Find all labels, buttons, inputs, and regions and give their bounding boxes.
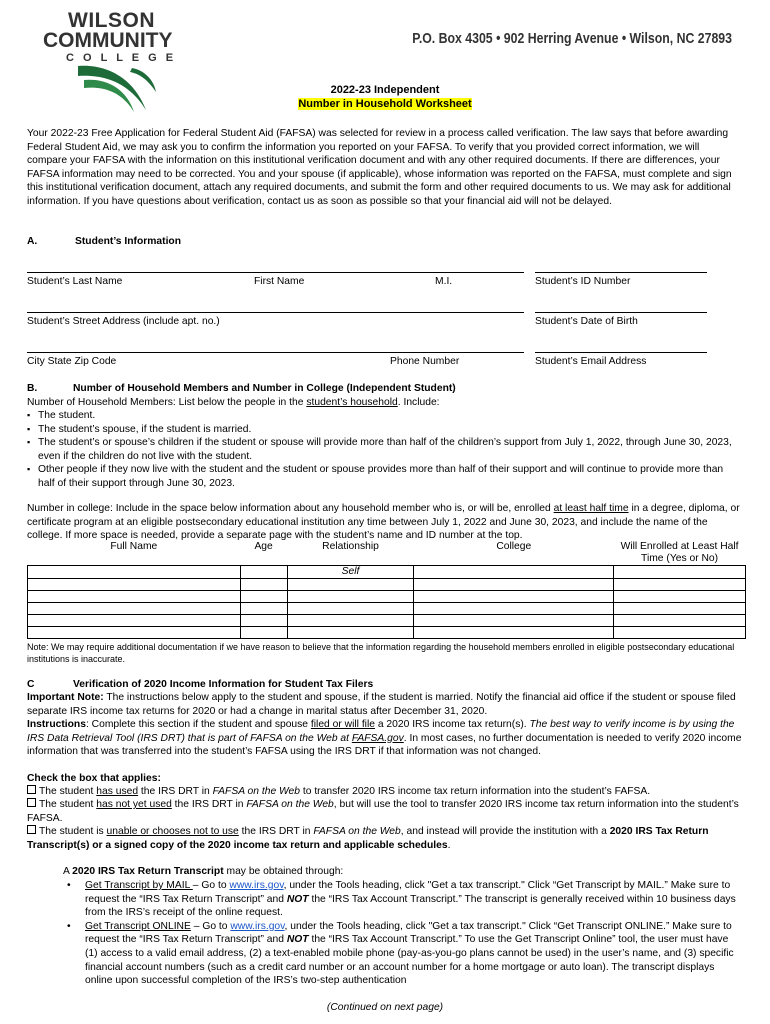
household-table bbox=[27, 541, 746, 639]
section-a-title: Student’s Information bbox=[75, 236, 182, 247]
mail-not: NOT bbox=[286, 893, 309, 905]
cell[interactable] bbox=[414, 615, 614, 627]
opt1-c: to transfer 2020 IRS income tax return information into the student’s FAFSA. bbox=[300, 786, 651, 797]
online-b: , under the Tools heading, click "Get a tax transcript." Click “Get Transcript ONLINE.” Make sure to request the “IRS Tax Return Transcript” and bbox=[85, 920, 732, 946]
section-b-letter: B. bbox=[27, 383, 38, 394]
cell[interactable] bbox=[240, 566, 287, 579]
last-name-line[interactable] bbox=[27, 272, 524, 273]
logo-line-college: C O L L E G E bbox=[66, 52, 177, 64]
online-c: the “IRS Tax Account Transcript.” To use the Get Transcript Online” tool, the user must have (1) access to a valid email address, (2) a text-enabled mobile phone (pay-as-you-go plans cannot be used) in the user’s name, and (3) specific financial account numbers (such as a credit card number or an account number for a home mortgage or auto loan). The transcript displays online upon successful completion of the IRS’s two-step authentication bbox=[85, 934, 734, 987]
list-item: ▪ The student’s or spouse’s children if the student or spouse will provide more than half of the children’s support from July 1, 2022, through June 30, 2023, even if the children do not live with the student. bbox=[27, 436, 742, 463]
instr-italic: The best way to verify income is by using the IRS Data Retrieval Tool (IRS DRT) that is part of FAFSA on the Web at bbox=[27, 719, 735, 744]
cell[interactable] bbox=[614, 615, 746, 627]
household-link: student’s household bbox=[306, 397, 398, 408]
list-item: ▪ Other people if they now live with the student and the student or spouse provides more than half of their support and will continue to provide more than half of their support through June 30, 2023. bbox=[27, 463, 742, 490]
cell[interactable] bbox=[28, 566, 241, 579]
mail-title: Get Transcript by MAIL bbox=[85, 880, 193, 891]
label-dob: Student’s Date of Birth bbox=[535, 316, 638, 327]
table-row[interactable] bbox=[28, 579, 746, 591]
transcript-intro bbox=[63, 865, 743, 879]
street-line[interactable] bbox=[27, 312, 524, 313]
table-row[interactable] bbox=[28, 603, 746, 615]
label-street: Student’s Street Address (include apt. no.) bbox=[27, 316, 220, 327]
cell[interactable] bbox=[614, 603, 746, 615]
college-text-b: in a degree, diploma, or certificate program at an eligible postsecondary educational institution any time between July 1, 2022 and June 30, 2023, and include the name of the college. If more space is needed, provide a separate page with the student’s name and ID number at the top. bbox=[27, 503, 740, 542]
table-header-row bbox=[28, 541, 746, 566]
option-not-yet-used[interactable] bbox=[27, 798, 742, 825]
important-label: Important Note: bbox=[27, 692, 104, 703]
header-relationship: Relationship bbox=[322, 541, 379, 552]
opt3-bold: 2020 IRS Tax Return Transcript(s) or a signed copy of the 2020 income tax return and applicable schedules bbox=[27, 826, 709, 851]
cell[interactable] bbox=[414, 566, 614, 579]
instr-b: a 2020 IRS income tax return(s). bbox=[374, 719, 530, 730]
online-a: – Go to bbox=[190, 920, 231, 932]
transcript-b: 2020 IRS Tax Return Transcript bbox=[72, 866, 224, 877]
transcript-c: may be obtained through: bbox=[223, 866, 344, 877]
cell[interactable] bbox=[240, 615, 287, 627]
logo-line-wilson: WILSON bbox=[68, 9, 155, 32]
form-main-title-text: Number in Household Worksheet bbox=[298, 98, 472, 110]
opt1-b: the IRS DRT in bbox=[138, 786, 213, 797]
section-b-title: Number of Household Members and Number in College (Independent Student) bbox=[73, 383, 456, 394]
option-unable[interactable] bbox=[27, 825, 742, 852]
instructions bbox=[27, 718, 742, 759]
opt2-u: has not yet used bbox=[96, 799, 172, 810]
instr-u: filed or will file bbox=[310, 719, 375, 730]
cell[interactable] bbox=[414, 579, 614, 591]
cell[interactable] bbox=[287, 591, 414, 603]
student-id-line[interactable] bbox=[535, 272, 707, 273]
cell[interactable] bbox=[614, 627, 746, 639]
cell-self: Self bbox=[287, 566, 414, 579]
cell[interactable] bbox=[287, 627, 414, 639]
fafsa-link[interactable]: FAFSA.gov bbox=[351, 732, 404, 744]
cell[interactable] bbox=[614, 579, 746, 591]
online-not: NOT bbox=[286, 934, 309, 946]
list-item bbox=[63, 920, 743, 988]
section-a-letter: A. bbox=[27, 236, 38, 247]
checkbox-has-used[interactable] bbox=[27, 785, 36, 794]
college-text-a: Number in college: Include in the space below information about any household member who is, or will be, enrolled bbox=[27, 503, 554, 514]
cell[interactable] bbox=[414, 603, 614, 615]
cell[interactable] bbox=[240, 579, 287, 591]
table-row[interactable] bbox=[28, 627, 746, 639]
cell[interactable] bbox=[287, 603, 414, 615]
section-c-title: Verification of 2020 Income Information for Student Tax Filers bbox=[73, 679, 374, 690]
important-note bbox=[27, 691, 742, 718]
opt3-u: unable or chooses not to use bbox=[106, 826, 239, 837]
transcript-options bbox=[63, 879, 743, 988]
irs-link-online[interactable]: www.irs.gov bbox=[230, 920, 285, 932]
household-intro bbox=[27, 396, 742, 410]
cell[interactable] bbox=[28, 627, 241, 639]
cell[interactable] bbox=[240, 627, 287, 639]
checkbox-not-yet-used[interactable] bbox=[27, 798, 36, 807]
cell[interactable] bbox=[28, 591, 241, 603]
cell[interactable] bbox=[287, 615, 414, 627]
irs-link-mail[interactable]: www.irs.gov bbox=[229, 880, 284, 891]
opt2-b: the IRS DRT in bbox=[171, 799, 247, 810]
cell[interactable] bbox=[287, 579, 414, 591]
instr-a: : Complete this section if the student and spouse bbox=[85, 719, 311, 730]
check-label: Check the box that applies: bbox=[27, 773, 161, 784]
opt3-d: . bbox=[447, 839, 451, 851]
label-mi: M.I. bbox=[435, 276, 453, 287]
cell[interactable] bbox=[28, 603, 241, 615]
label-first-name: First Name bbox=[254, 276, 305, 287]
opt2-c: , but will use the tool to transfer 2020 IRS income tax return information into the student’s FAFSA. bbox=[27, 799, 739, 824]
number-in-college-paragraph bbox=[27, 502, 742, 543]
cell[interactable] bbox=[414, 627, 614, 639]
city-line[interactable] bbox=[27, 352, 524, 353]
instr-c: . In most cases, no further documentation is needed to verify 2020 income information that was transferred into the student’s FAFSA using the IRS DRT if that information was not changed. bbox=[27, 732, 742, 758]
cell[interactable] bbox=[240, 603, 287, 615]
household-bullets bbox=[27, 409, 742, 491]
opt1-i: FAFSA on the Web bbox=[212, 786, 301, 797]
dob-line[interactable] bbox=[535, 312, 707, 313]
cell[interactable] bbox=[28, 615, 241, 627]
option-has-used[interactable] bbox=[27, 785, 742, 799]
header-college: College bbox=[496, 541, 532, 552]
checkbox-unable[interactable] bbox=[27, 825, 36, 834]
cell[interactable] bbox=[240, 591, 287, 603]
logo-line-community: COMMUNITY bbox=[43, 29, 173, 52]
important-text: The instructions below apply to the student and spouse, if the student is married. Notify the financial aid office if the student or spouse filed separate IRS income tax returns for 2020 or had a change in marital status after December 31, 2020. bbox=[27, 692, 736, 717]
address-line: P.O. Box 4305 • 902 Herring Avenue • Wilson, NC 27893 bbox=[412, 30, 732, 47]
table-row[interactable] bbox=[28, 566, 746, 579]
online-title: Get Transcript ONLINE bbox=[85, 920, 191, 932]
table-note: Note: We may require additional documentation if we have reason to believe that the information regarding the household members enrolled in eligible postsecondary educational institutions is inaccurate. bbox=[27, 642, 735, 664]
opt3-c: , and instead will provide the institution with a bbox=[400, 826, 610, 837]
cell[interactable] bbox=[614, 591, 746, 603]
mail-b: , under the Tools heading, click "Get a tax transcript." Click “Get Transcript by MAIL.” Make sure to request the “IRS Tax Return Transcript” and bbox=[85, 880, 731, 905]
list-item: ▪ The student’s spouse, if the student is married. bbox=[27, 423, 742, 437]
form-year-title: 2022-23 Independent bbox=[330, 84, 440, 96]
label-student-id: Student’s ID Number bbox=[535, 276, 631, 287]
label-phone: Phone Number bbox=[390, 356, 460, 367]
table-row[interactable] bbox=[28, 615, 746, 627]
list-item bbox=[63, 879, 743, 920]
continued-note: (Continued on next page) bbox=[326, 1002, 444, 1013]
label-city: City State Zip Code bbox=[27, 356, 117, 367]
header-half-time: Will Enrolled at Least Half Time (Yes or No) bbox=[620, 541, 739, 564]
household-intro-text: Number of Household Members: List below the people in the bbox=[27, 397, 307, 408]
cell[interactable] bbox=[414, 591, 614, 603]
list-item: ▪ The student. bbox=[27, 409, 742, 423]
opt3-i: FAFSA on the Web bbox=[313, 826, 401, 837]
opt1-a: The student bbox=[39, 786, 97, 797]
section-c-letter: C bbox=[27, 679, 35, 690]
intro-paragraph: Your 2022-23 Free Application for Federal Student Aid (FAFSA) was selected for review in a process called verification. The law says that before awarding Federal Student Aid, we may ask you to confirm the information you reported on your FAFSA. To verify that you provided correct information, we will compare your FAFSA with the information on this institutional verification document and with any other required documents. If there are differences, your FAFSA information may need to be corrected. You and your spouse (if applicable), whose information was reported on the FAFSA, must complete and sign this institutional verification document, attach any required documents, and submit the form and other required documents to us. We may ask for additional information. If you have questions about verification, contact us as soon as possible so that your financial aid will not be delayed. bbox=[27, 128, 732, 207]
cell[interactable] bbox=[28, 579, 241, 591]
opt3-a: The student is bbox=[39, 826, 107, 837]
opt1-u: has used bbox=[96, 786, 139, 797]
header-full-name: Full Name bbox=[110, 541, 158, 552]
college-half-time: at least half time bbox=[553, 503, 629, 514]
transcript-a: A bbox=[63, 866, 73, 877]
cell[interactable] bbox=[614, 566, 746, 579]
opt2-a: The student bbox=[39, 799, 97, 810]
label-last-name: Student’s Last Name bbox=[27, 276, 123, 287]
mail-c: the “IRS Tax Account Transcript.” The transcript is generally received within 10 business days from the IRS’s receipt of the online request. bbox=[85, 893, 736, 919]
instructions-label: Instructions bbox=[27, 719, 86, 730]
label-email: Student’s Email Address bbox=[535, 356, 647, 367]
table-row[interactable] bbox=[28, 591, 746, 603]
header-age: Age bbox=[254, 541, 273, 552]
email-line[interactable] bbox=[535, 352, 707, 353]
opt2-i: FAFSA on the Web bbox=[246, 799, 334, 810]
form-main-title bbox=[0, 98, 770, 112]
household-intro-end: . Include: bbox=[397, 397, 440, 408]
opt3-b: the IRS DRT in bbox=[238, 826, 314, 837]
mail-a: – Go to bbox=[192, 880, 230, 891]
